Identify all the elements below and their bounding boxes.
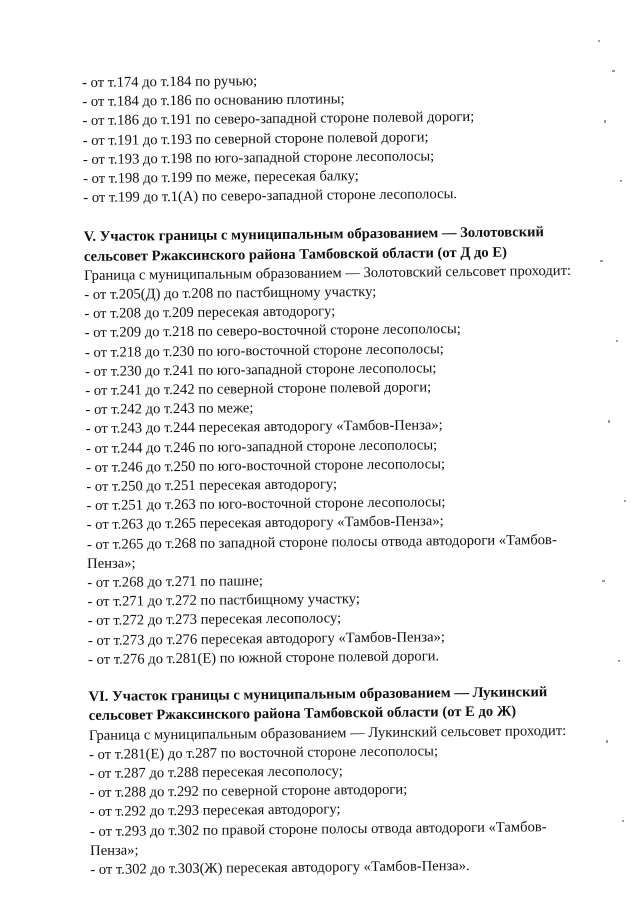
list-item: - от т.246 до т.250 по юго-восточной стороне лесополосы; xyxy=(86,456,446,476)
list-item: - от т.268 до т.271 по пашне; xyxy=(87,573,263,592)
list-item: - от т.174 до т.184 по ручью; xyxy=(82,73,258,91)
list-item: - от т.302 до т.303(Ж) пересекая автодорогу «Тамбов-Пенза». xyxy=(90,857,470,878)
list-item: - от т.272 до т.273 пересекая лесополосу; xyxy=(87,610,342,630)
list-item: - от т.273 до т.276 пересекая автодорогу «Тамбов-Пенза»; xyxy=(87,628,445,649)
list-item: - от т.218 до т.230 по юго-восточной стороне лесополосы; xyxy=(84,340,444,361)
list-item: - от т.186 до т.191 по северо-западной стороне полевой дороги; xyxy=(82,109,475,130)
list-item: - от т.263 до т.265 пересекая автодорогу «Тамбов-Пенза»; xyxy=(86,513,444,534)
list-item: - от т.191 до т.193 по северной стороне полевой дороги; xyxy=(82,128,429,149)
document-body xyxy=(82,69,610,881)
list-item: - от т.288 до т.292 по северной стороне автодороги; xyxy=(89,781,408,802)
list-item: - от т.281(Е) до т.287 по восточной стороне лесополосы; xyxy=(89,743,439,763)
section-intro: Граница с муниципальным образованием — Золотовский сельсовет проходит: xyxy=(84,262,572,284)
list-item: - от т.241 до т.242 по северной стороне полевой дороги; xyxy=(85,379,432,400)
list-item: - от т.209 до т.218 по северо-восточной стороне лесополосы; xyxy=(84,321,461,342)
list-item: - от т.198 до т.199 по меже, пересекая балку; xyxy=(83,168,359,188)
list-item: - от т.265 до т.268 по западной стороне полосы отвода автодороги «Тамбов- xyxy=(86,531,557,553)
list-item: - от т.199 до т.1(А) по северо-западной стороне лесополосы. xyxy=(83,186,458,207)
section-6 xyxy=(88,683,610,880)
boundary-list-top xyxy=(82,69,603,209)
list-item: - от т.250 до т.251 пересекая автодорогу; xyxy=(86,476,338,496)
list-item: - от т.292 до т.293 пересекая автодорогу; xyxy=(89,801,341,821)
list-item: - от т.276 до т.281(Е) по южной стороне полевой дороги. xyxy=(88,648,440,668)
section-heading: V. Участок границы с муниципальным образованием — Золотовский xyxy=(83,224,545,246)
section-heading: сельсовет Ржаксинского района Тамбовской области (от Е до Ж) xyxy=(88,703,517,725)
list-item: - от т.184 до т.186 по основанию плотины; xyxy=(82,91,345,111)
scan-edge-noise xyxy=(590,0,640,905)
section-heading: VI. Участок границы с муниципальным образованием — Лукинский xyxy=(88,684,548,706)
list-item: - от т.251 до т.263 по юго-восточной стороне лесополосы; xyxy=(86,494,446,515)
list-item: - от т.193 до т.198 по юго-западной стороне лесополосы; xyxy=(82,148,435,168)
section-heading: сельсовет Ржаксинского района Тамбовской области (от Д до Е) xyxy=(83,244,507,265)
list-item: - от т.244 до т.246 по юго-западной стороне лесополосы; xyxy=(85,436,438,457)
list-item: - от т.287 до т.288 пересекая лесополосу; xyxy=(89,763,343,782)
section-5 xyxy=(84,223,609,670)
list-item: - от т.230 до т.241 по юго-западной стороне лесополосы; xyxy=(85,360,437,380)
list-item: - от т.242 до т.243 по меже; xyxy=(85,400,254,419)
list-item: - от т.243 до т.244 пересекая автодорогу «Тамбов-Пенза»; xyxy=(85,417,443,438)
list-item: Пенза»; xyxy=(90,842,139,859)
section-intro: Граница с муниципальным образованием — Лукинский сельсовет проходит: xyxy=(88,722,567,744)
list-item: - от т.293 до т.302 по правой стороне полосы отвода автодороги «Тамбов- xyxy=(89,818,547,840)
list-item: - от т.205(Д) до т.208 по пастбищному участку; xyxy=(84,283,377,304)
list-item: - от т.208 до т.209 пересекая автодорогу; xyxy=(84,303,336,323)
list-item: - от т.271 до т.272 по пастбищному участку; xyxy=(87,591,360,611)
list-item: Пенза»; xyxy=(87,555,136,572)
